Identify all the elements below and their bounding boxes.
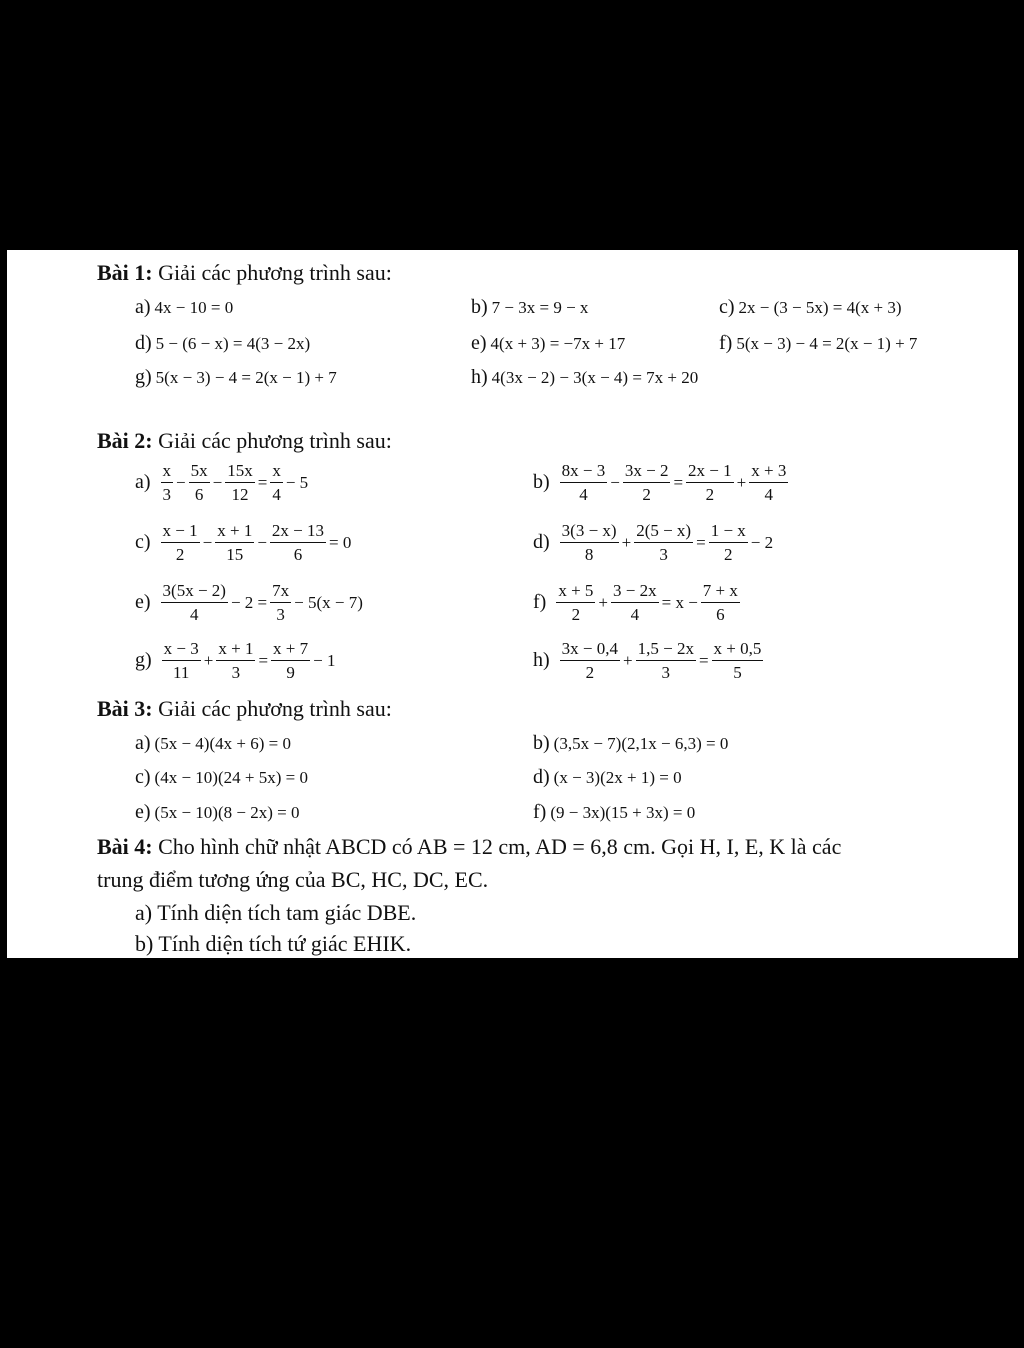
fraction: [634, 522, 693, 564]
denominator: 11: [173, 662, 190, 682]
denominator: 4: [630, 604, 640, 624]
fraction: [225, 462, 255, 504]
denominator: 3: [661, 662, 671, 682]
operator: = 0: [329, 532, 352, 552]
denominator: 4: [579, 484, 588, 504]
fraction: [216, 640, 255, 682]
numerator: 2(5 − x): [634, 522, 693, 543]
bai1-item-e: e) 4(x + 3) = −7x + 17: [471, 332, 626, 354]
fraction: [189, 462, 210, 504]
denominator: 2: [585, 662, 595, 682]
item-label: b): [533, 471, 550, 494]
numerator: 3(5x − 2): [161, 582, 228, 603]
fraction: [270, 522, 326, 564]
item-label: e): [135, 591, 151, 614]
bai3-item-b: b) (3,5x − 7)(2,1x − 6,3) = 0: [533, 732, 729, 754]
denominator: 2: [724, 544, 733, 564]
denominator: 3: [276, 604, 285, 624]
numerator: 3(3 − x): [560, 522, 619, 543]
operator: =: [698, 650, 709, 670]
numerator: 1,5 − 2x: [636, 640, 696, 661]
operator: +: [598, 592, 609, 612]
item-label: c): [135, 531, 151, 554]
numerator: x + 3: [749, 462, 788, 483]
fraction: [161, 522, 200, 564]
numerator: x + 7: [271, 640, 310, 661]
numerator: 3x − 2: [623, 462, 671, 483]
fraction: [270, 462, 283, 504]
denominator: 4: [272, 484, 281, 504]
bai4-line1: Bài 4: Cho hình chữ nhật ABCD có AB = 12 cm, AD = 6,8 cm. Gọi H, I, E, K là các: [97, 834, 842, 859]
numerator: 3 − 2x: [611, 582, 659, 603]
bai1-item-b: b) 7 − 3x = 9 − x: [471, 296, 589, 318]
denominator: 5: [733, 662, 742, 682]
operator: +: [623, 650, 633, 670]
fraction: [749, 462, 788, 504]
numerator: 15x: [225, 462, 255, 483]
item-label: f): [533, 591, 547, 614]
numerator: 1 − x: [709, 522, 748, 543]
fraction: [611, 582, 659, 624]
denominator: 6: [293, 544, 303, 564]
fraction: [560, 462, 608, 504]
bai1-item-a: a) 4x − 10 = 0: [135, 296, 234, 318]
numerator: x + 5: [556, 582, 595, 603]
operator: −: [176, 472, 186, 492]
numerator: 2x − 1: [686, 462, 734, 483]
denominator: 4: [190, 604, 199, 624]
denominator: 6: [194, 484, 204, 504]
bai3-item-e: e) (5x − 10)(8 − 2x) = 0: [135, 801, 300, 823]
fraction: [623, 462, 671, 504]
operator: − 2 =: [230, 592, 268, 612]
fraction: [560, 522, 619, 564]
numerator: x + 1: [215, 522, 254, 543]
fraction: [701, 582, 740, 624]
denominator: 3: [231, 662, 241, 682]
bai4-line2: trung điểm tương ứng của BC, HC, DC, EC.: [97, 867, 489, 892]
denominator: 3: [659, 544, 668, 564]
bai1-heading: Bài 1: Giải các phương trình sau:: [97, 260, 392, 285]
item-label: g): [135, 649, 152, 672]
denominator: 8: [584, 544, 594, 564]
operator: =: [696, 532, 706, 552]
bai3-item-c: c) (4x − 10)(24 + 5x) = 0: [135, 766, 308, 788]
bai3-item-f: f) (9 − 3x)(15 + 3x) = 0: [533, 801, 696, 823]
bai1-item-f: f) 5(x − 3) − 4 = 2(x − 1) + 7: [719, 332, 918, 354]
bai2-item-h: [533, 640, 765, 682]
denominator: 2: [571, 604, 581, 624]
denominator: 4: [764, 484, 774, 504]
fraction: [161, 582, 228, 624]
worksheet: [7, 250, 1018, 958]
bai2-heading: Bài 2: Giải các phương trình sau:: [97, 428, 392, 453]
denominator: 9: [286, 662, 295, 682]
fraction: [271, 640, 310, 682]
bai4-item-a: a) Tính diện tích tam giác DBE.: [135, 900, 417, 925]
item-label: h): [533, 649, 550, 672]
numerator: 7 + x: [701, 582, 740, 603]
operator: −: [257, 532, 267, 552]
numerator: 7x: [270, 582, 291, 603]
bai1-item-h: h) 4(3x − 2) − 3(x − 4) = 7x + 20: [471, 366, 699, 388]
numerator: 2x − 13: [270, 522, 326, 543]
bai2-item-d: [533, 522, 774, 564]
fraction: [556, 582, 595, 624]
operator: =: [258, 650, 269, 670]
fraction: [162, 640, 201, 682]
denominator: 6: [716, 604, 725, 624]
bai3-item-a: a) (5x − 4)(4x + 6) = 0: [135, 732, 291, 754]
fraction: [636, 640, 696, 682]
numerator: x + 0,5: [712, 640, 764, 661]
operator: =: [257, 472, 268, 492]
fraction: [560, 640, 620, 682]
denominator: 3: [162, 484, 172, 504]
denominator: 15: [226, 544, 244, 564]
numerator: 8x − 3: [560, 462, 608, 483]
operator: − 1: [313, 650, 336, 670]
denominator: 2: [175, 544, 185, 564]
denominator: 12: [231, 484, 249, 504]
operator: −: [610, 472, 620, 492]
fraction: [709, 522, 748, 564]
numerator: 3x − 0,4: [560, 640, 620, 661]
operator: =: [673, 472, 684, 492]
numerator: x − 1: [161, 522, 200, 543]
bai1-item-d: d) 5 − (6 − x) = 4(3 − 2x): [135, 332, 311, 354]
bai2-item-f: [533, 582, 742, 624]
bai1-item-c: c) 2x − (3 − 5x) = 4(x + 3): [719, 296, 902, 318]
item-label: a): [135, 471, 151, 494]
bai2-item-a: [135, 462, 309, 504]
item-label: d): [533, 531, 550, 554]
operator: +: [203, 650, 214, 670]
denominator: 2: [705, 484, 715, 504]
numerator: x − 3: [162, 640, 201, 661]
bai2-item-b: [533, 462, 790, 504]
fraction: [712, 640, 764, 682]
bai4-item-b: b) Tính diện tích tứ giác EHIK.: [135, 931, 412, 956]
denominator: 2: [642, 484, 651, 504]
numerator: x: [270, 462, 283, 483]
operator: +: [621, 532, 632, 552]
fraction: [215, 522, 254, 564]
operator: −: [202, 532, 213, 552]
bai2-item-g: [135, 640, 336, 682]
operator: −: [212, 472, 223, 492]
bai3-item-d: d) (x − 3)(2x + 1) = 0: [533, 766, 682, 788]
numerator: 5x: [189, 462, 210, 483]
operator: +: [736, 472, 747, 492]
fraction: [270, 582, 291, 624]
operator: − 5: [285, 472, 309, 492]
operator: − 2: [750, 532, 774, 552]
bai2-item-c: [135, 522, 352, 564]
fraction: [686, 462, 734, 504]
bai1-item-g: g) 5(x − 3) − 4 = 2(x − 1) + 7: [135, 366, 337, 388]
fraction: [161, 462, 174, 504]
bai2-item-e: [135, 582, 364, 624]
bai3-heading: Bài 3: Giải các phương trình sau:: [97, 696, 392, 721]
operator: − 5(x − 7): [294, 592, 363, 612]
numerator: x: [161, 462, 174, 483]
numerator: x + 1: [216, 640, 255, 661]
operator: = x −: [661, 592, 698, 612]
